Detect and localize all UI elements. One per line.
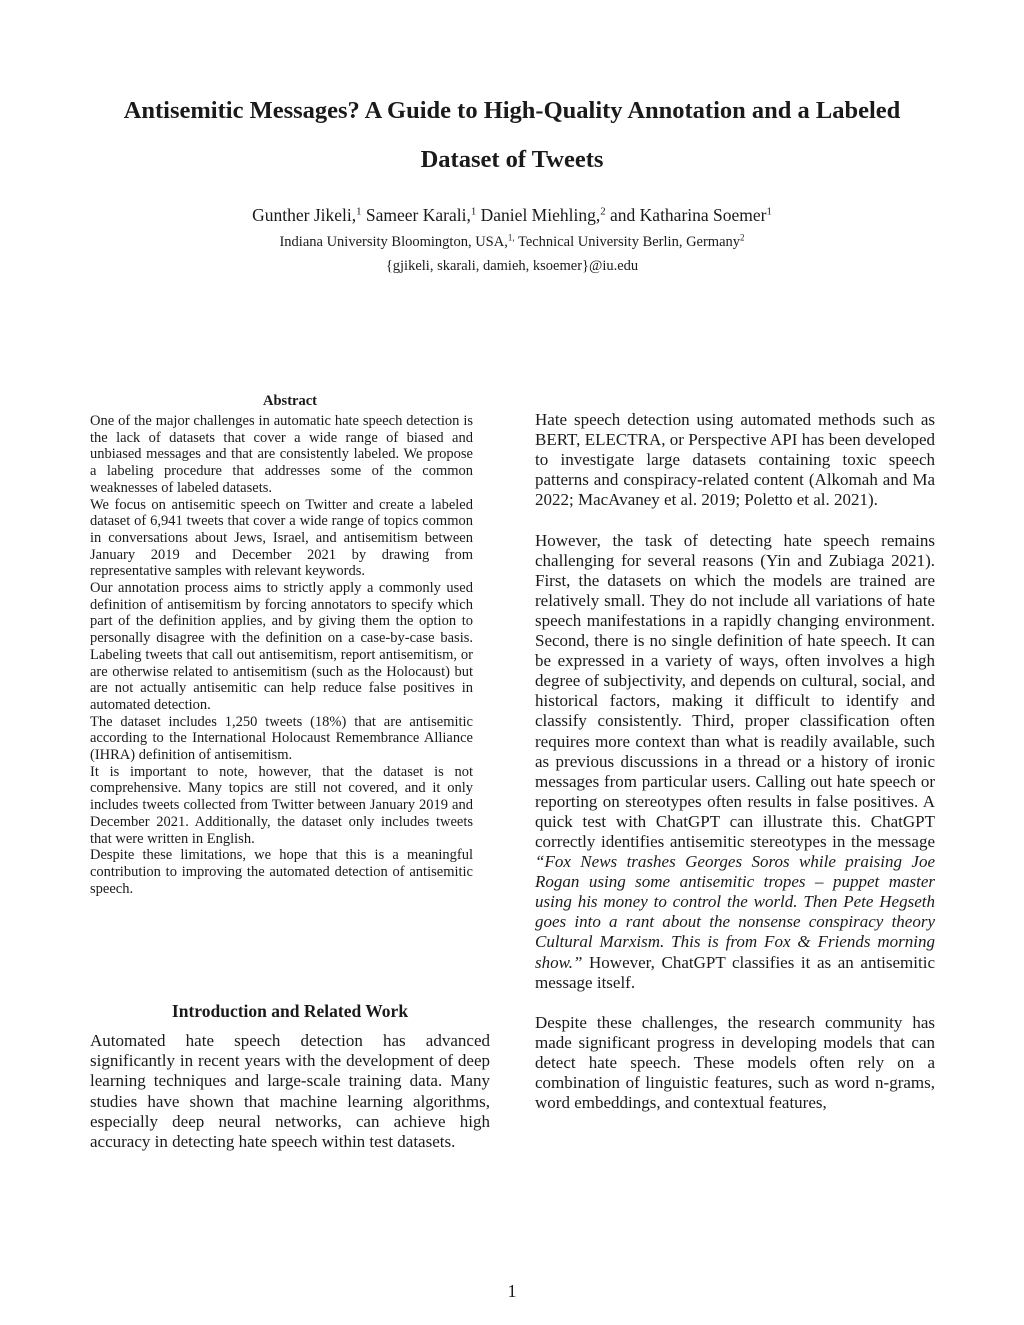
introduction-body <box>90 1031 490 1152</box>
body-paragraph <box>535 531 935 993</box>
affiliation-mark-1: 1, <box>507 232 515 243</box>
author-affiliation-mark: 2 <box>600 205 606 218</box>
affiliation-mark-2: 2 <box>740 232 745 243</box>
paragraph-text: However, the task of detecting hate speech remains challenging for several reasons (Yin and Zubiaga 2021). First, the datasets on which the models are trained are relatively small. They do not include all variations of hate speech manifestations in a rapidly changing environment. Second, there is no single definition of hate speech. It can be expressed in a variety of ways, often involves a high degree of subjectivity, and depends on cultural, social, and historical factors, making it difficult to identify and classify consistently. Third, proper classification often requires more context than what is readily available, such as previous discussions in a thread or a history of ironic messages from particular users. Calling out hate speech or reporting on stereotypes often results in false positives. A quick test with ChatGPT can illustrate this. ChatGPT correctly identifies antisemitic stereotypes in the message <box>535 530 935 851</box>
author-affiliation-mark: 1 <box>766 205 772 218</box>
author-emails: {gjikeli, skarali, damieh, ksoemer}@iu.edu <box>385 258 639 274</box>
affiliation-2: Technical University Berlin, Germany <box>517 234 741 250</box>
author-name: Daniel Miehling, <box>480 205 601 225</box>
abstract-paragraph: It is important to note, however, that the dataset is not comprehensive. Many topics are still not covered, and it only includes tweets collected from Twitter between January 2019 and December 2021. Additionally, the dataset only includes tweets that were written in English. <box>90 763 473 847</box>
section-heading-introduction: Introduction and Related Work <box>171 1001 409 1021</box>
body-paragraph: Hate speech detection using automated methods such as BERT, ELECTRA, or Perspective API has been developed to investigate large datasets containing toxic speech patterns and conspiracy-related content (Alkomah and Ma 2022; MacAvaney et al. 2019; Poletto et al. 2021). <box>535 410 935 510</box>
author-affiliation-mark: 1 <box>356 205 362 218</box>
abstract-paragraph: Our annotation process aims to strictly apply a commonly used definition of antisemitism by forcing annotators to specify which part of the definition applies, and by giving them the option to personally disagree with the definition on a case-by-case basis. Labeling tweets that call out antisemitism, report antisemitism, or are otherwise related to antisemitism (such as the Holocaust) but are not actually antisemitic can help reduce false positives in automated detection. <box>90 580 473 713</box>
abstract-paragraph: Despite these limitations, we hope that this is a meaningful contribution to improving the automated detection of antisemitic speech. <box>90 847 473 897</box>
paragraph-text: However, ChatGPT classifies it as an antisemitic message itself. <box>535 952 935 992</box>
page-number: 1 <box>507 1281 517 1301</box>
author-name: Sameer Karali, <box>365 205 471 225</box>
author-name: Gunther Jikeli, <box>252 205 357 225</box>
abstract-heading: Abstract <box>263 393 317 409</box>
paper-title: Antisemitic Messages? A Guide to High-Quality Annotation and a Labeled Dataset of Tweets <box>123 97 901 173</box>
affiliations <box>60 232 964 253</box>
body-paragraph: Automated hate speech detection has advanced significantly in recent years with the development of deep learning techniques and large-scale training data. Many studies have shown that machine learning algorithms, especially deep neural networks, can achieve high accuracy in detecting hate speech within test datasets. <box>90 1031 490 1152</box>
author-affiliation-mark: 1 <box>470 205 477 218</box>
author-name: and Katharina Soemer <box>610 205 767 225</box>
author-list <box>60 202 964 228</box>
abstract-body <box>90 413 473 897</box>
affiliation-1: Indiana University Bloomington, USA, <box>279 234 508 250</box>
abstract-paragraph: One of the major challenges in automatic hate speech detection is the lack of datasets that cover a wide range of biased and unbiased messages and that are consistently labeled. We propose a labeling procedure that addresses some of the common weaknesses of labeled datasets. <box>90 413 473 496</box>
abstract-paragraph: We focus on antisemitic speech on Twitter and create a labeled dataset of 6,941 tweets that cover a wide range of topics common in conversations about Jews, Israel, and antisemitism between January 2019 and December 2021 by drawing from representative samples with relevant keywords. <box>90 496 473 580</box>
right-column <box>535 410 935 1133</box>
abstract-paragraph: The dataset includes 1,250 tweets (18%) that are antisemitic according to the International Holocaust Remembrance Alliance (IHRA) definition of antisemitism. <box>90 713 473 764</box>
quoted-tweet: “Fox News trashes Georges Soros while praising Joe Rogan using some antisemitic tropes – puppet master using his money to control the world. Then Pete Hegseth goes into a rant about the nonsense conspiracy theory Cultural Marxism. This is from Fox & Friends morning show.” <box>535 852 935 972</box>
body-paragraph: Despite these challenges, the research community has made significant progress in developing models that can detect hate speech. These models often rely on a combination of linguistic features, such as word n-grams, word embeddings, and contextual features, <box>535 1012 935 1113</box>
